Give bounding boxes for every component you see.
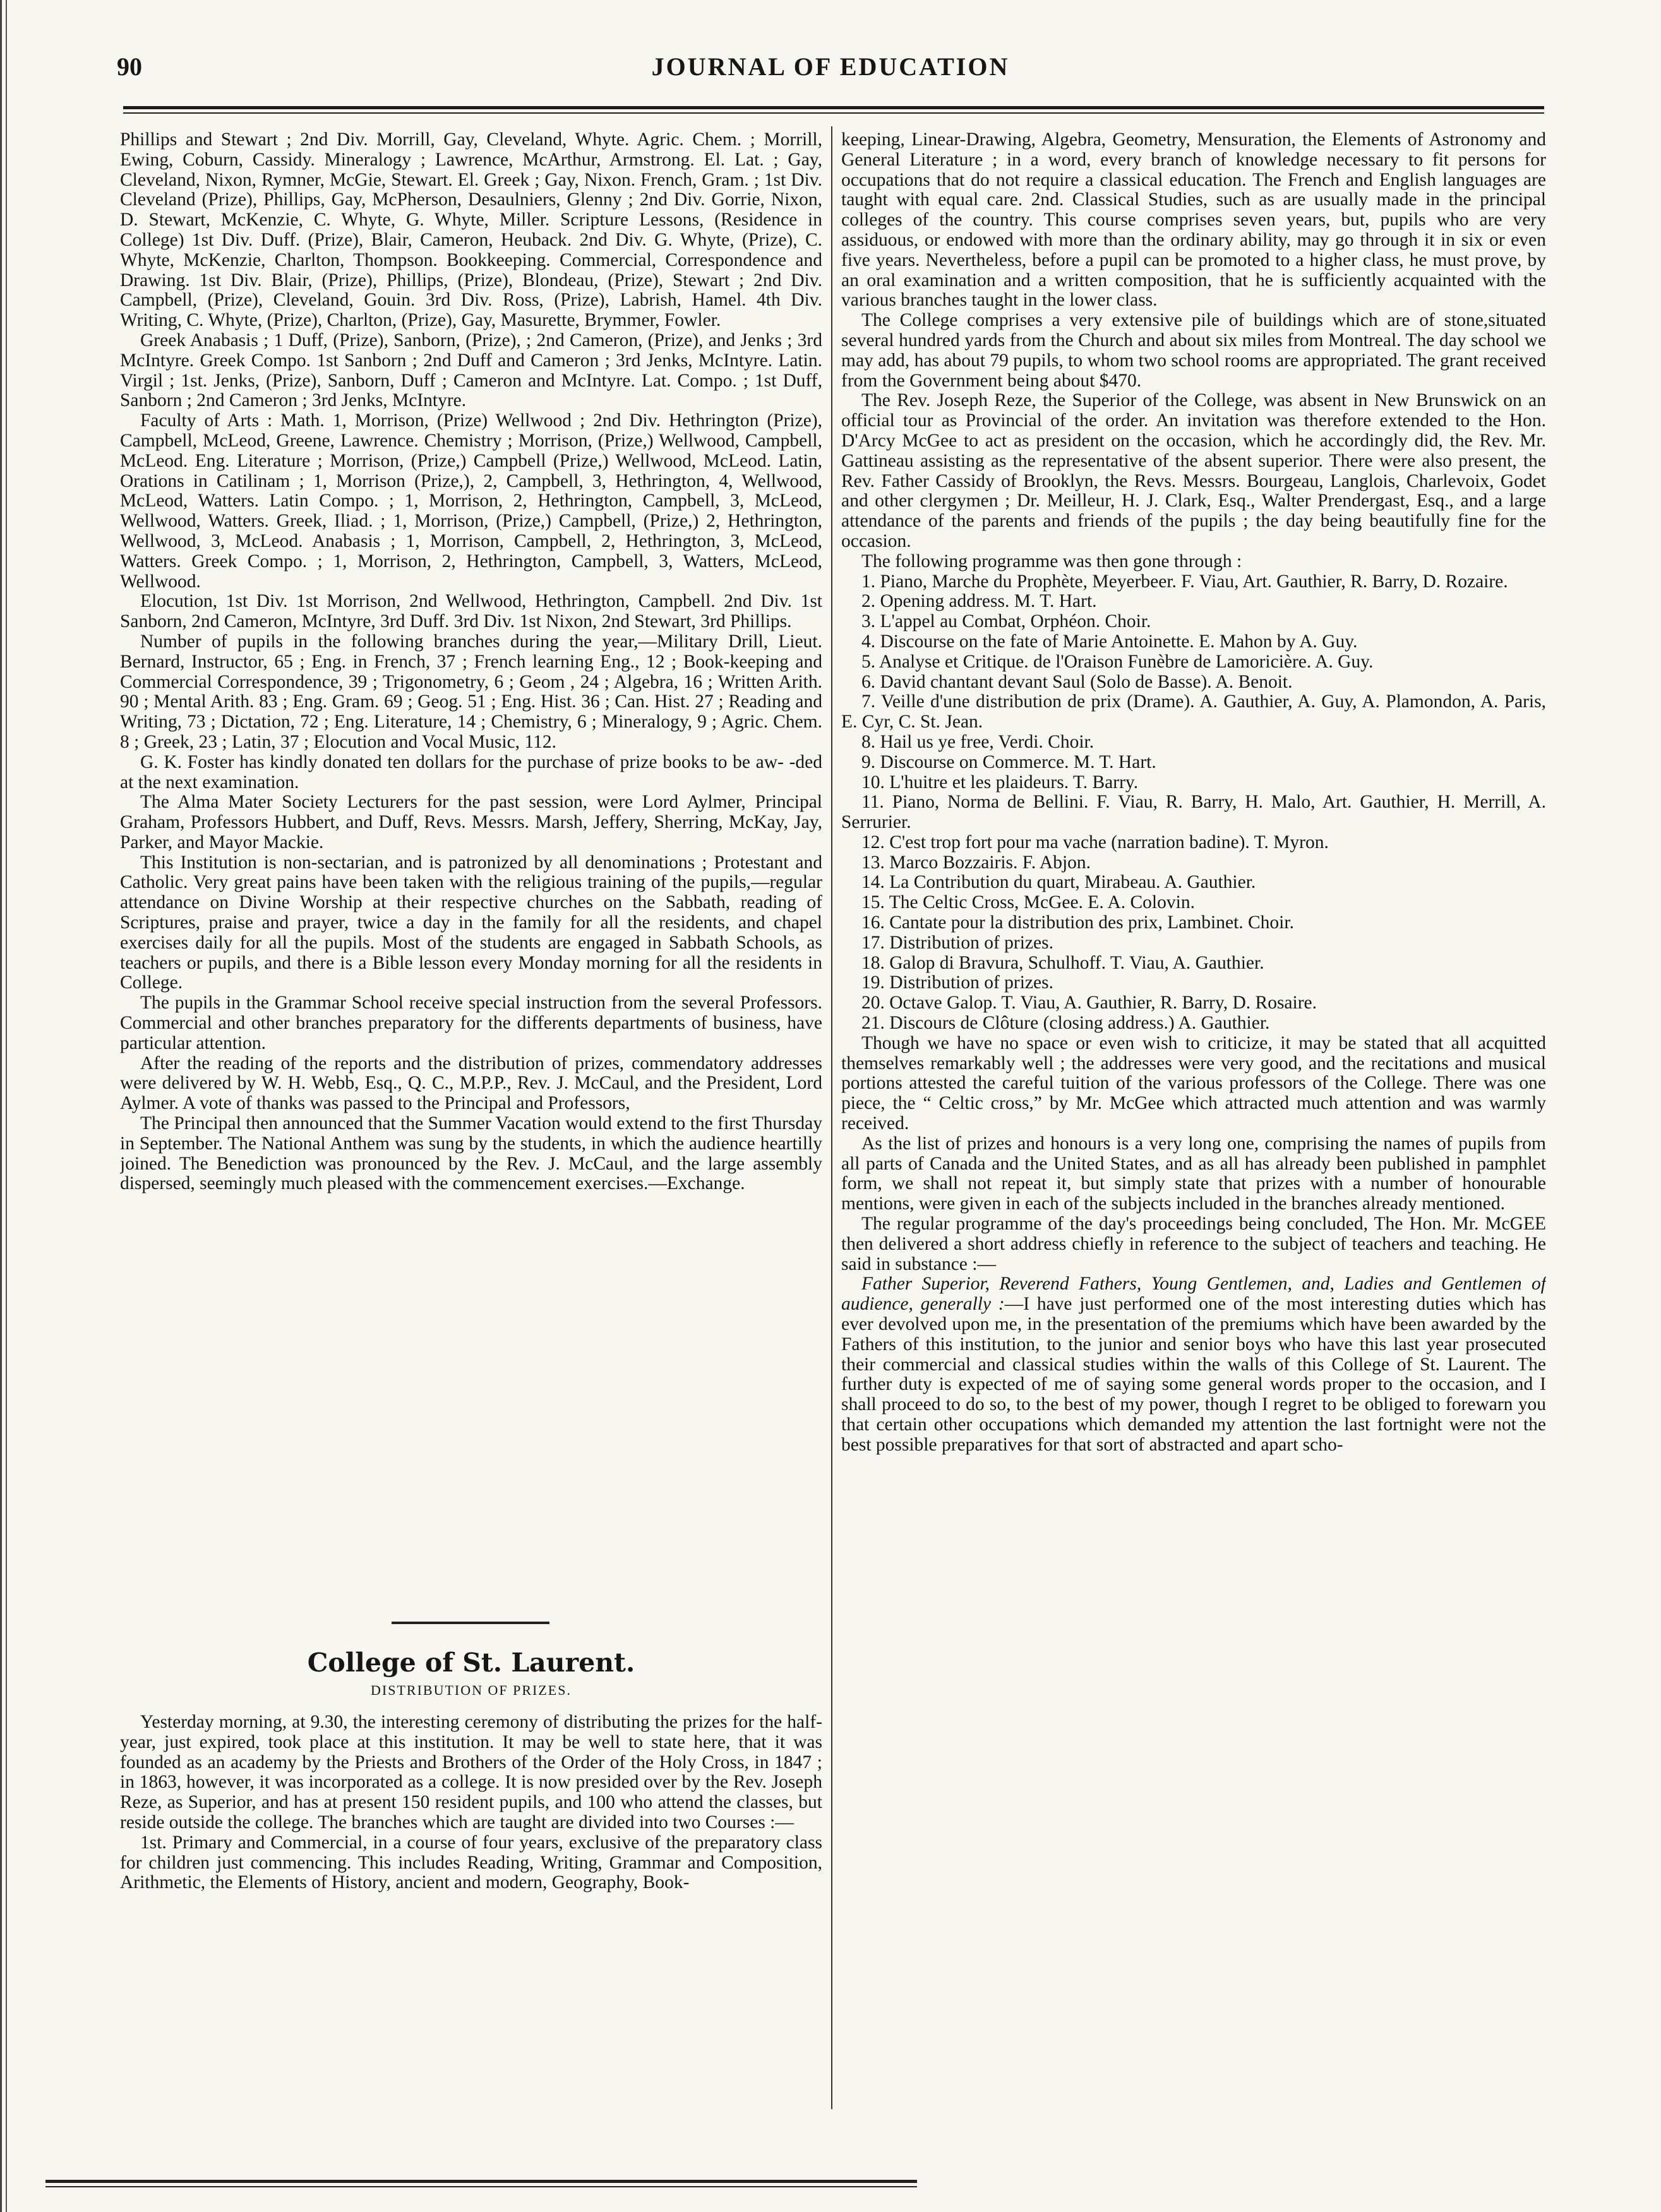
paragraph: 1st. Primary and Commercial, in a course of four years, exclusive of the preparatory class for children just commencing. This includes Reading, Writing, Grammar and Composition, Arithmetic, the Elements of History, ancient and modern, Geography, Book- (120, 1832, 822, 1893)
paragraph: Faculty of Arts : Math. 1, Morrison, (Prize) Wellwood ; 2nd Div. Hethrington (Prize), Campbell, McLeod, Greene, Lawrence. Chemistry ; Morrison, (Prize,) Wellwood, Campbell, McLeod. Eng. Literature ; Morrison, (Prize,) Campbell (Prize,) Wellwood, McLeod. Latin, Orations in Catilinam ; 1, Morrison (Prize,), 2, Campbell, 3, Hethrington, 4, Wellwood, McLeod, Watters. Latin Compo. ; 1, Morrison, 2, Hethrington, Campbell, 3, McLeod, Wellwood, Watters. Greek, Iliad. ; 1, Morrison, (Prize,) Campbell, (Prize,) 2, Hethrington, Wellwood, 3, McLeod. Anabasis ; 1, Morrison, Campbell, 2, Hethrington, 3, McLeod, Watters. Greek Compo. ; 1, Morrison, 2, Hethrington, Campbell, 3, Watters, McLeod, Wellwood. (120, 410, 822, 592)
programme-item: 5. Analyse et Critique. de l'Oraison Funèbre de Lamoricière. A. Guy. (861, 651, 1374, 672)
journal-title: JOURNAL OF EDUCATION (651, 52, 1010, 81)
programme-item: 4. Discourse on the fate of Marie Antoinette. E. Mahon by A. Guy. (861, 631, 1358, 652)
footer-rule-thick (45, 2180, 917, 2183)
programme-item: 8. Hail us ye free, Verdi. Choir. (861, 731, 1094, 752)
paragraph: The following programme was then gone through : (861, 551, 1242, 571)
speech-body: —I have just performed one of the most interesting duties which has ever devolved upon me, in the presentation of the premiums which have been awarded by the Fathers of this institution, to the junior and senior boys who have this last year prosecuted their commercial and classical studies within the walls of this College of St. Laurent. The further duty is expected of me of saying some general words proper to the occasion, and I shall proceed to do so, to the best of my power, though I regret to be obliged to forewarn you that certain other occupations which demanded my attention the last fortnight were not the best possible preparatives for that sort of abstracted and apart scho- (841, 1294, 1546, 1455)
programme-item: 7. Veille d'une distribution de prix (Drame). A. Gauthier, A. Guy, A. Plamondon, A. Paris, E. Cyr, C. St. Jean. (841, 691, 1546, 732)
paragraph: Number of pupils in the following branches during the year,—Military Drill, Lieut. Bernard, Instructor, 65 ; Eng. in French, 37 ; French learning Eng., 12 ; Book-keeping and Commercial Correspondence, 39 ; Trigonometry, 6 ; Geom , 24 ; Algebra, 16 ; Written Arith. 90 ; Mental Arith. 83 ; Eng. Gram. 69 ; Geog. 51 ; Eng. Hist. 36 ; Can. Hist. 27 ; Reading and Writing, 73 ; Dictation, 72 ; Eng. Literature, 14 ; Chemistry, 6 ; Mineralogy, 9 ; Agric. Chem. 8 ; Greek, 23 ; Latin, 37 ; Elocution and Vocal Music, 112. (120, 631, 822, 752)
programme-item: 14. La Contribution du quart, Mirabeau. A. Gauthier. (861, 872, 1256, 893)
programme-item: 3. L'appel au Combat, Orphéon. Choir. (861, 611, 1151, 632)
programme-item: 1. Piano, Marche du Prophète, Meyerbeer. F. Viau, Art. Gauthier, R. Barry, D. Rozaire. (861, 571, 1508, 592)
programme-item: 21. Discours de Clôture (closing address.) A. Gauthier. (861, 1013, 1270, 1034)
article-title: College of St. Laurent. (307, 1648, 635, 1678)
scan-binding-edge (0, 0, 11, 2212)
paragraph: The College comprises a very extensive pile of buildings which are of stone,situated several hundred yards from the Church and about six miles from Montreal. The day school we may add, has about 79 pupils, to whom two school rooms are appropriated. The grant received from the Government being about $470. (841, 310, 1546, 391)
programme-item: 20. Octave Galop. T. Viau, A. Gauthier, R. Barry, D. Rosaire. (861, 993, 1317, 1013)
paragraph: Yesterday morning, at 9.30, the interesting ceremony of distributing the prizes for the half-year, just expired, took place at this institution. It may be well to state here, that it was founded as an academy by the Priests and Brothers of the Order of the Holy Cross, in 1847 ; in 1863, however, it was incorporated as a college. It is now presided over by the Rev. Joseph Reze, as Superior, and has at present 150 resident pupils, and 100 who attend the classes, but reside outside the college. The branches which are taught are divided into two Courses :— (120, 1712, 822, 1832)
header-rule-thin (123, 112, 1544, 114)
paragraph: keeping, Linear-Drawing, Algebra, Geometry, Mensuration, the Elements of Astronomy and General Literature ; in a word, every branch of knowledge necessary to fit persons for occupations that do not require a classical education. The French and English languages are taught with equal care. 2nd. Classical Studies, such as are usually made in the principal colleges of the country. This course comprises seven years, but, pupils who are very assiduous, or endowed with more than the ordinary ability, may go through it in six or even five years. Nevertheless, before a pupil can be promoted to a higher class, he must prove, by an oral examination and a written composition, that he is sufficiently acquainted with the various branches taught in the lower class. (841, 130, 1546, 311)
footer-rule-thin (45, 2186, 917, 2187)
section-separator-rule (392, 1622, 549, 1624)
right-column (841, 130, 1546, 2113)
paragraph: The Principal then announced that the Summer Vacation would extend to the first Thursday in September. The National Anthem was sung by the students, in which the audience heartilly joined. The Benediction was pronounced by the Rev. J. McCaul, and the large assembly dispersed, seemingly much pleased with the commencement exercises.—Exchange. (120, 1113, 822, 1194)
paragraph: Phillips and Stewart ; 2nd Div. Morrill, Gay, Cleveland, Whyte. Agric. Chem. ; Morrill, Ewing, Coburn, Cassidy. Mineralogy ; Lawrence, McArthur, Armstrong. El. Lat. ; Gay, Cleveland, Nixon, Rymner, McGie, Stewart. El. Greek ; Gay, Nixon. French, Gram. ; 1st Div. Cleveland (Prize), Phillips, Gay, McPherson, Desaulniers, Glenny ; 2nd Div. Gorrie, Nixon, D. Stewart, McKenzie, C. Whyte, G. Whyte, Miller. Scripture Lessons, (Residence in College) 1st Div. Duff. (Prize), Blair, Cameron, Heuback. 2nd Div. G. Whyte, (Prize), C. Whyte, McKenzie, Charlton, Thompson. Bookkeeping. Commercial, Correspondence and Drawing. 1st Div. Blair, (Prize), Phillips, (Prize), Blondeau, (Prize), Stewart ; 2nd Div. Campbell, (Prize), Cleveland, Gouin. 3rd Div. Ross, (Prize), Labrish, Hamel. 4th Div. Writing, C. Whyte, (Prize), Charlton, (Prize), Gay, Masurette, Brymmer, Fowler. (120, 130, 822, 331)
programme-item: 15. The Celtic Cross, McGee. E. A. Colovin. (861, 892, 1195, 913)
programme-item: 6. David chantant devant Saul (Solo de Basse). A. Benoit. (861, 671, 1293, 692)
programme-item: 19. Distribution of prizes. (861, 972, 1053, 993)
paragraph: This Institution is non-sectarian, and is patronized by all denominations ; Protestant and Catholic. Very great pains have been taken with the religious training of the pupils,—regular attendance on Divine Worship at their respective churches on the Sabbath, reading of Scriptures, praise and prayer, twice a day in the family for all the residents, and chapel exercises daily for all the pupils. Most of the students are engaged in Sabbath Schools, as teachers or pupils, and there is a Bible lesson every Monday morning for all the residents in College. (120, 852, 822, 993)
programme-item: 13. Marco Bozzairis. F. Abjon. (861, 852, 1091, 873)
speech-salutation: Father Superior, Reverend Fathers, Young Gentlemen, and, Ladies and Gentlemen of audience, generally : (841, 1274, 1546, 1315)
paragraph: As the list of prizes and honours is a very long one, comprising the names of pupils from all parts of Canada and the United States, and as all has already been published in pamphlet form, we shall not repeat it, but simply state that prizes with a number of honourable mentions, were given in each of the subjects included in the branches already mentioned. (841, 1133, 1546, 1214)
paragraph: The pupils in the Grammar School receive special instruction from the several Professors. Commercial and other branches preparatory for the differents departments of business, have particular attention. (120, 993, 822, 1053)
column-divider (831, 126, 832, 2109)
paragraph: Though we have no space or even wish to criticize, it may be stated that all acquitted themselves remarkably well ; the addresses were very good, and the recitations and musical portions attested the careful tuition of the various professors of the College. There was one piece, the “ Celtic cross,” by Mr. McGee which attracted much attention and was warmly received. (841, 1032, 1546, 1134)
programme-item: 9. Discourse on Commerce. M. T. Hart. (861, 751, 1156, 772)
programme-item: 16. Cantate pour la distribution des prix, Lambinet. Choir. (861, 912, 1294, 933)
programme-item: 11. Piano, Norma de Bellini. F. Viau, R. Barry, H. Malo, Art. Gauthier, H. Merrill, A. Serrurier. (841, 792, 1546, 833)
programme-item: 17. Distribution of prizes. (861, 932, 1053, 953)
page-header (117, 52, 1544, 96)
paragraph: The Rev. Joseph Reze, the Superior of the College, was absent in New Brunswick on an official tour as Provincial of the order. An invitation was therefore extended to the Hon. D'Arcy McGee to act as president on the occasion, which he accordingly did, the Rev. Mr. Gattineau assisting as the representative of the absent superior. There were also present, the Rev. Father Cassidy of Brooklyn, the Revs. Messrs. Bourgeau, Langlois, Charlevoix, Godet and other clergymen ; Dr. Meilleur, H. J. Clark, Esq., Walter Prendergast, Esq., and a large attendance of the parents and friends of the pupils ; the day being beautifully fine for the occasion. (841, 390, 1546, 551)
left-column-prize-list (120, 130, 822, 1605)
paragraph: The Alma Mater Society Lecturers for the past session, were Lord Aylmer, Principal Graham, Professors Hubbert, and Duff, Revs. Messrs. Marsh, Jeffery, Sherring, McKay, Jay, Parker, and Mayor Mackie. (120, 792, 822, 852)
programme-item: 12. C'est trop fort pour ma vache (narration badine). T. Myron. (861, 832, 1329, 852)
programme-item: 2. Opening address. M. T. Hart. (861, 591, 1097, 612)
paragraph: The regular programme of the day's proceedings being concluded, The Hon. Mr. McGEE then delivered a short address chiefly in reference to the subject of teachers and teaching. He said in substance :— (841, 1214, 1546, 1274)
paragraph: Elocution, 1st Div. 1st Morrison, 2nd Wellwood, Hethrington, Campbell. 2nd Div. 1st Sanborn, 2nd Cameron, McIntyre, 3rd Duff. 3rd Div. 1st Nixon, 2nd Stewart, 3rd Phillips. (120, 591, 822, 632)
article-subtitle: DISTRIBUTION OF PRIZES. (371, 1682, 572, 1698)
programme-list (841, 572, 1546, 1034)
paragraph: After the reading of the reports and the distribution of prizes, commendatory addresses were delivered by W. H. Webb, Esq., Q. C., M.P.P., Rev. J. McCaul, and the President, Lord Aylmer. A vote of thanks was passed to the Principal and Professors, (120, 1053, 822, 1114)
paragraph: G. K. Foster has kindly donated ten dollars for the purchase of prize books to be aw- -ded at the next examination. (120, 751, 822, 792)
article-college-st-laurent (120, 1648, 822, 2109)
page-number: 90 (117, 52, 142, 81)
header-rule-thick (123, 106, 1544, 109)
speech-paragraph (841, 1274, 1546, 1455)
programme-item: 10. L'huitre et les plaideurs. T. Barry. (861, 772, 1139, 792)
paragraph: Greek Anabasis ; 1 Duff, (Prize), Sanborn, (Prize), ; 2nd Cameron, (Prize), and Jenks ; 3rd McIntyre. Greek Compo. 1st Sanborn ; 2nd Duff and Cameron ; 3rd Jenks, McIntyre. Latin. Virgil ; 1st. Jenks, (Prize), Sanborn, Duff ; Cameron and McIntyre. Lat. Compo. ; 1st Duff, Sanborn ; 2nd Cameron ; 3rd Jenks, McIntyre. (120, 330, 822, 411)
programme-item: 18. Galop di Bravura, Schulhoff. T. Viau, A. Gauthier. (861, 952, 1264, 973)
